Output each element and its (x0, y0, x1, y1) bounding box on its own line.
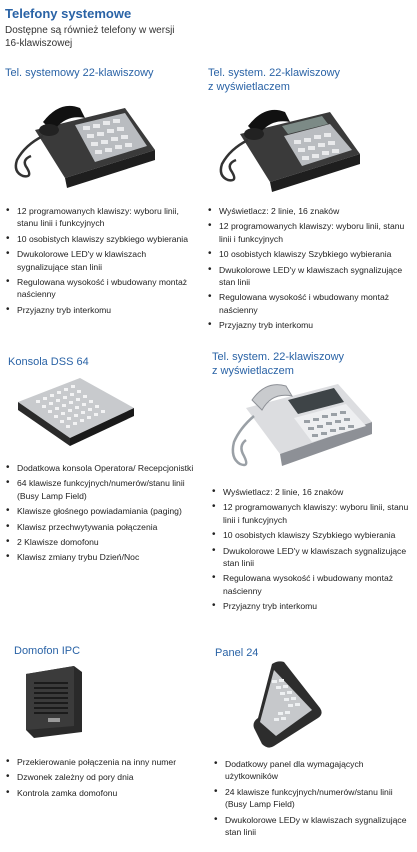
list-item: • 10 osobistych klawiszy Szybkiego wybierania (207, 248, 409, 260)
product-title (208, 66, 340, 94)
product-title-line: Konsola DSS 64 (8, 356, 89, 368)
product-title (14, 644, 80, 658)
list-item: • Kontrola zamka domofonu (5, 787, 205, 799)
list-item: • Regulowana wysokość i wbudowany montaż naścienny (5, 276, 195, 301)
key-panel-icon (248, 658, 328, 754)
feature-list (5, 756, 205, 802)
list-item: • 10 osobistych klawiszy szybkiego wybierania (5, 233, 195, 245)
list-item: • Dwukolorowe LED'y w klawiszach sygnalizujące stan linii (207, 264, 409, 289)
feature-list (5, 205, 195, 319)
list-item: • Klawisz przechwytywania połączenia (5, 521, 200, 533)
list-item: • 24 klawisze funkcyjnych/numerów/stanu linii (Busy Lamp Field) (213, 786, 409, 811)
page-subtitle (5, 24, 175, 50)
list-item: • Dwukolorowe LED'y w klawiszach sygnalizujące stan linii (5, 248, 195, 273)
list-item: • Regulowana wysokość i wbudowany montaż naścienny (207, 291, 409, 316)
desk-phone-icon (5, 90, 165, 195)
list-item: • 10 osobistych klawiszy Szybkiego wybierania (211, 529, 409, 541)
list-item: • 64 klawisze funkcyjnych/numerów/stanu linii (Busy Lamp Field) (5, 477, 200, 502)
product-title-line: Panel 24 (215, 647, 259, 659)
product-title-line: z wyświetlaczem (208, 81, 290, 93)
product-title-line: Tel. system. 22-klawiszowy (208, 67, 341, 79)
list-item: • Regulowana wysokość i wbudowany montaż naścienny (211, 572, 409, 597)
list-item: • Przyjazny tryb interkomu (5, 304, 195, 316)
product-title (212, 350, 344, 378)
list-item: • Dzwonek zależny od pory dnia (5, 771, 205, 783)
subtitle-line: 16-klawiszowej (5, 38, 73, 49)
product-title-line: Tel. systemowy 22-klawiszowy (5, 67, 154, 79)
list-item: • Przyjazny tryb interkomu (211, 600, 409, 612)
list-item: • Dwukolorowe LED'y w klawiszach sygnalizujące stan linii (211, 545, 409, 570)
list-item: • 12 programowanych klawiszy: wyboru linii, stanu linii i funkcyjnych (207, 220, 409, 245)
feature-list (5, 462, 200, 567)
list-item: • Dodatkowa konsola Operatora/ Recepcjonistki (5, 462, 200, 474)
product-title-line: Domofon IPC (14, 645, 81, 657)
list-item: • Dodatkowy panel dla wymagających użytkowników (213, 758, 409, 783)
list-item: • Wyświetlacz: 2 linie, 16 znaków (211, 486, 409, 498)
product-title-line: z wyświetlaczem (212, 365, 294, 377)
list-item: • 2 Klawisze domofonu (5, 536, 200, 548)
list-item: • Przyjazny tryb interkomu (207, 319, 409, 331)
desk-phone-display-icon (210, 96, 370, 196)
feature-list (207, 205, 409, 335)
list-item: • Klawisz zmiany trybu Dzień/Noc (5, 551, 200, 563)
list-item: • 12 programowanych klawiszy: wyboru linii, stanu linii i funkcyjnych (5, 205, 195, 230)
list-item: • 12 programowanych klawiszy: wyboru linii, stanu linii i funkcyjnych (211, 501, 409, 526)
white-desk-phone-icon (228, 378, 378, 484)
product-title (8, 355, 89, 369)
feature-list (213, 758, 409, 841)
list-item: • Dwukolorowe LEDy w klawiszach sygnalizujące stan linii (213, 814, 409, 839)
dss-console-icon (10, 372, 140, 450)
feature-list (211, 486, 409, 616)
subtitle-line: Dostępne są również telefony w wersji (5, 25, 175, 36)
list-item: • Wyświetlacz: 2 linie, 16 znaków (207, 205, 409, 217)
page-title: Telefony systemowe (5, 6, 132, 21)
product-title (5, 66, 154, 80)
product-title-line: Tel. system. 22-klawiszowy (212, 351, 345, 363)
list-item: • Przekierowanie połączenia na inny numer (5, 756, 205, 768)
list-item: • Klawisze głośnego powiadamiania (paging) (5, 505, 200, 517)
intercom-icon (16, 660, 96, 740)
